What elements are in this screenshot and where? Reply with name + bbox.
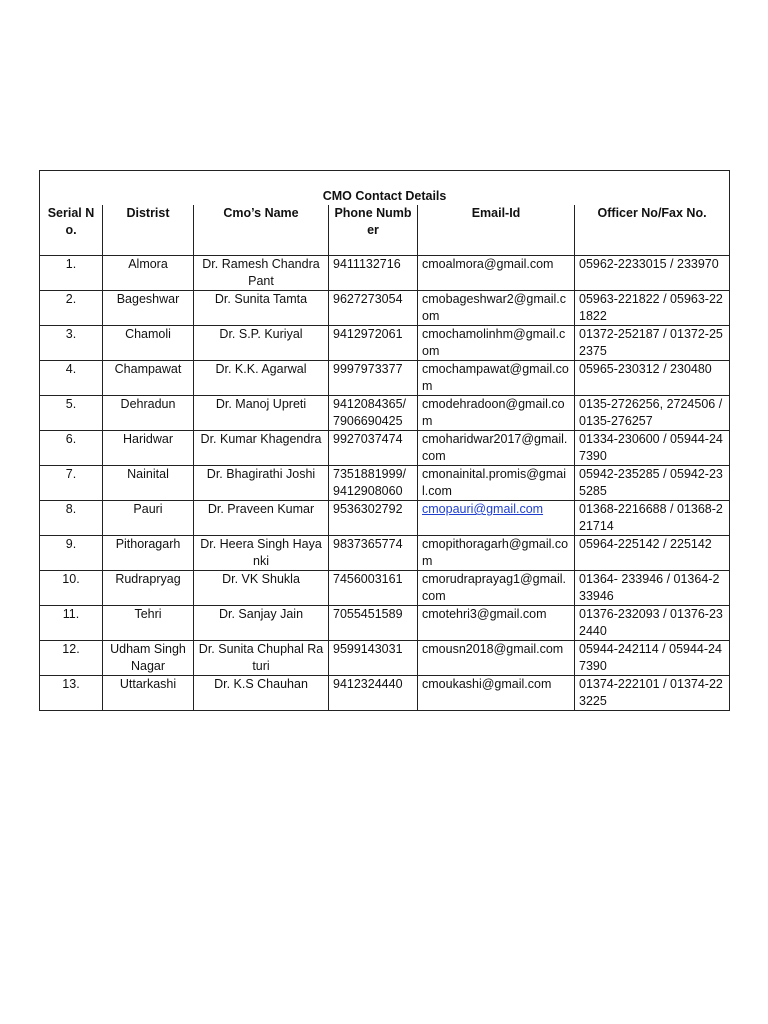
header-serial: Serial No. [40, 205, 103, 256]
cell-officer-fax: 05962-2233015 / 233970 [575, 256, 730, 291]
cell-officer-fax: 01334-230600 / 05944-247390 [575, 431, 730, 466]
cell-phone: 9412084365/ 7906690425 [329, 396, 418, 431]
cell-district: Haridwar [103, 431, 194, 466]
cell-email: cmopithoragarh@gmail.com [418, 536, 575, 571]
cell-phone: 9927037474 [329, 431, 418, 466]
table-body [40, 256, 730, 711]
cell-cmo-name: Dr. K.K. Agarwal [194, 361, 329, 396]
cell-district: Champawat [103, 361, 194, 396]
table-row [40, 571, 730, 606]
cell-district: Almora [103, 256, 194, 291]
cell-cmo-name: Dr. Ramesh Chandra Pant [194, 256, 329, 291]
header-officer-fax: Officer No/Fax No. [575, 205, 730, 256]
cell-email: cmoukashi@gmail.com [418, 676, 575, 711]
cell-email: cmonainital.promis@gmail.com [418, 466, 575, 501]
header-district: Distrist [103, 205, 194, 256]
cell-district: Nainital [103, 466, 194, 501]
cell-officer-fax: 05965-230312 / 230480 [575, 361, 730, 396]
cell-phone: 9997973377 [329, 361, 418, 396]
header-email: Email-Id [418, 205, 575, 256]
cell-cmo-name: Dr. Heera Singh Hayanki [194, 536, 329, 571]
table-row [40, 606, 730, 641]
cell-phone: 9627273054 [329, 291, 418, 326]
cell-officer-fax: 01372-252187 / 01372-252375 [575, 326, 730, 361]
cell-email: cmochamolinhm@gmail.com [418, 326, 575, 361]
cell-serial: 10. [40, 571, 103, 606]
table-title-row [40, 171, 730, 206]
cell-phone: 9412324440 [329, 676, 418, 711]
table-row [40, 396, 730, 431]
cell-serial: 2. [40, 291, 103, 326]
cell-district: Udham Singh Nagar [103, 641, 194, 676]
cell-officer-fax: 01364- 233946 / 01364-233946 [575, 571, 730, 606]
cell-district: Rudrapryag [103, 571, 194, 606]
cell-district: Bageshwar [103, 291, 194, 326]
cell-cmo-name: Dr. K.S Chauhan [194, 676, 329, 711]
cell-cmo-name: Dr. S.P. Kuriyal [194, 326, 329, 361]
cell-serial: 5. [40, 396, 103, 431]
cell-phone: 9411132716 [329, 256, 418, 291]
cell-phone: 7456003161 [329, 571, 418, 606]
cell-serial: 1. [40, 256, 103, 291]
cell-district: Chamoli [103, 326, 194, 361]
cell-cmo-name: Dr. Bhagirathi Joshi [194, 466, 329, 501]
cell-officer-fax: 01376-232093 / 01376-232440 [575, 606, 730, 641]
cell-email: cmodehradoon@gmail.com [418, 396, 575, 431]
cell-serial: 9. [40, 536, 103, 571]
table-header-row [40, 205, 730, 256]
cell-cmo-name: Dr. Kumar Khagendra [194, 431, 329, 466]
cmo-contact-table [39, 170, 730, 711]
cell-serial: 13. [40, 676, 103, 711]
cell-email: cmochampawat@gmail.com [418, 361, 575, 396]
cell-serial: 12. [40, 641, 103, 676]
cell-district: Uttarkashi [103, 676, 194, 711]
cell-serial: 3. [40, 326, 103, 361]
cell-cmo-name: Dr. Manoj Upreti [194, 396, 329, 431]
email-link[interactable]: cmopauri@gmail.com [422, 502, 544, 516]
cell-email: cmotehri3@gmail.com [418, 606, 575, 641]
cell-serial: 6. [40, 431, 103, 466]
cell-officer-fax: 01374-222101 / 01374-223225 [575, 676, 730, 711]
cell-phone: 9599143031 [329, 641, 418, 676]
table-row [40, 466, 730, 501]
cell-district: Pithoragarh [103, 536, 194, 571]
cell-email: cmoalmora@gmail.com [418, 256, 575, 291]
table-row [40, 501, 730, 536]
cell-serial: 4. [40, 361, 103, 396]
cell-officer-fax: 05944-242114 / 05944-247390 [575, 641, 730, 676]
cell-serial: 11. [40, 606, 103, 641]
header-phone: Phone Number [329, 205, 418, 256]
cell-serial: 7. [40, 466, 103, 501]
cell-cmo-name: Dr. VK Shukla [194, 571, 329, 606]
table-row [40, 291, 730, 326]
cell-officer-fax: 05964-225142 / 225142 [575, 536, 730, 571]
table-row [40, 676, 730, 711]
cell-cmo-name: Dr. Sanjay Jain [194, 606, 329, 641]
cell-officer-fax: 0135-2726256, 2724506 / 0135-276257 [575, 396, 730, 431]
cell-email [418, 501, 575, 536]
table-row [40, 361, 730, 396]
cell-officer-fax: 05963-221822 / 05963-221822 [575, 291, 730, 326]
cell-cmo-name: Dr. Sunita Chuphal Raturi [194, 641, 329, 676]
cell-email: cmobageshwar2@gmail.com [418, 291, 575, 326]
cell-phone: 9536302792 [329, 501, 418, 536]
cell-district: Tehri [103, 606, 194, 641]
header-cmo-name: Cmo’s Name [194, 205, 329, 256]
table-title: CMO Contact Details [40, 171, 730, 206]
cell-serial: 8. [40, 501, 103, 536]
cell-email: cmoharidwar2017@gmail.com [418, 431, 575, 466]
table-row [40, 256, 730, 291]
table-row [40, 326, 730, 361]
cell-phone: 7351881999/ 9412908060 [329, 466, 418, 501]
cell-cmo-name: Dr. Sunita Tamta [194, 291, 329, 326]
cell-cmo-name: Dr. Praveen Kumar [194, 501, 329, 536]
cell-district: Pauri [103, 501, 194, 536]
cell-officer-fax: 01368-2216688 / 01368-221714 [575, 501, 730, 536]
cell-phone: 9412972061 [329, 326, 418, 361]
cell-district: Dehradun [103, 396, 194, 431]
cell-phone: 7055451589 [329, 606, 418, 641]
cell-email: cmorudraprayag1@gmail.com [418, 571, 575, 606]
cell-email: cmousn2018@gmail.com [418, 641, 575, 676]
cell-phone: 9837365774 [329, 536, 418, 571]
table-row [40, 536, 730, 571]
cell-officer-fax: 05942-235285 / 05942-235285 [575, 466, 730, 501]
table-row [40, 641, 730, 676]
table-row [40, 431, 730, 466]
